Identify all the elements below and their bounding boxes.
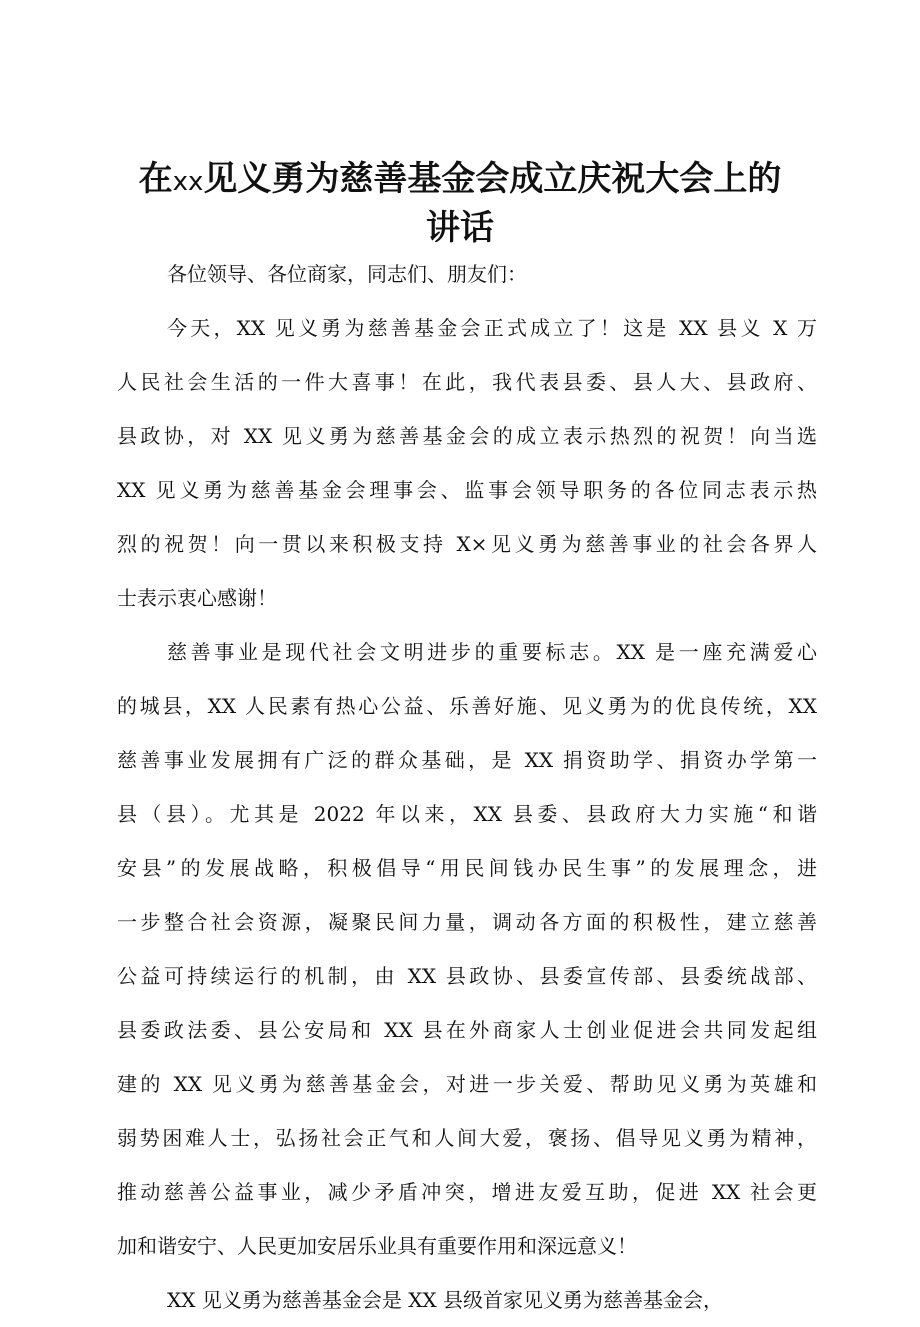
text-line: 县政协，对 XX 见义勇为慈善基金会的成立表示热烈的祝贺！向当选 xyxy=(117,424,817,448)
document-title xyxy=(105,156,815,251)
text-line: 烈的祝贺！向一贯以来积极支持 X×见义勇为慈善事业的社会各界人 xyxy=(117,532,817,556)
text-line: 士表示衷心感谢！ xyxy=(117,586,277,610)
text-line: 建的 XX 见义勇为慈善基金会，对进一步关爱、帮助见义勇为英雄和 xyxy=(117,1072,817,1096)
title-prefix: 在 xyxy=(138,159,173,199)
paragraph-3 xyxy=(117,1273,817,1327)
text-line: 县委政法委、县公安局和 XX 县在外商家人士创业促进会共同发起组 xyxy=(117,1018,817,1042)
text-line: 各位领导、各位商家，同志们、朋友们： xyxy=(167,262,527,286)
text-line: 一步整合社会资源，凝聚民间力量，调动各方面的积极性，建立慈善 xyxy=(117,910,817,934)
paragraph-2 xyxy=(117,625,817,1273)
text-line: XX 见义勇为慈善基金会是 XX 县级首家见义勇为慈善基金会， xyxy=(167,1288,724,1312)
text-line: 公益可持续运行的机制，由 XX 县政协、县委宣传部、县委统战部、 xyxy=(117,964,817,988)
text-line: 安县”的发展战略，积极倡导“用民间钱办民生事”的发展理念，进 xyxy=(117,856,817,880)
text-line: 慈善事业是现代社会文明进步的重要标志。XX 是一座充满爱心 xyxy=(167,640,817,664)
document-body xyxy=(117,247,817,1327)
paragraph-1 xyxy=(117,301,817,625)
title-line-2: 讲话 xyxy=(426,208,494,248)
text-line: 今天，XX 见义勇为慈善基金会正式成立了！这是 XX 县义 X 万 xyxy=(167,316,817,340)
text-line: 加和谐安宁、人民更加安居乐业具有重要作用和深远意义！ xyxy=(117,1234,637,1258)
text-line: 推动慈善公益事业，减少矛盾冲突，增进友爱互助，促进 XX 社会更 xyxy=(117,1180,817,1204)
title-line-1 xyxy=(105,156,815,205)
title-latin: xx xyxy=(172,167,204,197)
title-rest: 见义勇为慈善基金会成立庆祝大会上的 xyxy=(203,159,782,199)
text-line: 的城县，XX 人民素有热心公益、乐善好施、见义勇为的优良传统，XX xyxy=(117,694,817,718)
text-line: 弱势困难人士，弘扬社会正气和人间大爱，褒扬、倡导见义勇为精神， xyxy=(117,1126,817,1150)
text-line: 县（县）。尤其是 2022 年以来，XX 县委、县政府大力实施“和谐 xyxy=(117,802,817,826)
text-line: 人民社会生活的一件大喜事！在此，我代表县委、县人大、县政府、 xyxy=(117,370,817,394)
paragraph-salutation xyxy=(117,247,817,301)
text-line: 慈善事业发展拥有广泛的群众基础，是 XX 捐资助学、捐资办学第一 xyxy=(117,748,817,772)
text-line: XX 见义勇为慈善基金会理事会、监事会领导职务的各位同志表示热 xyxy=(117,478,817,502)
